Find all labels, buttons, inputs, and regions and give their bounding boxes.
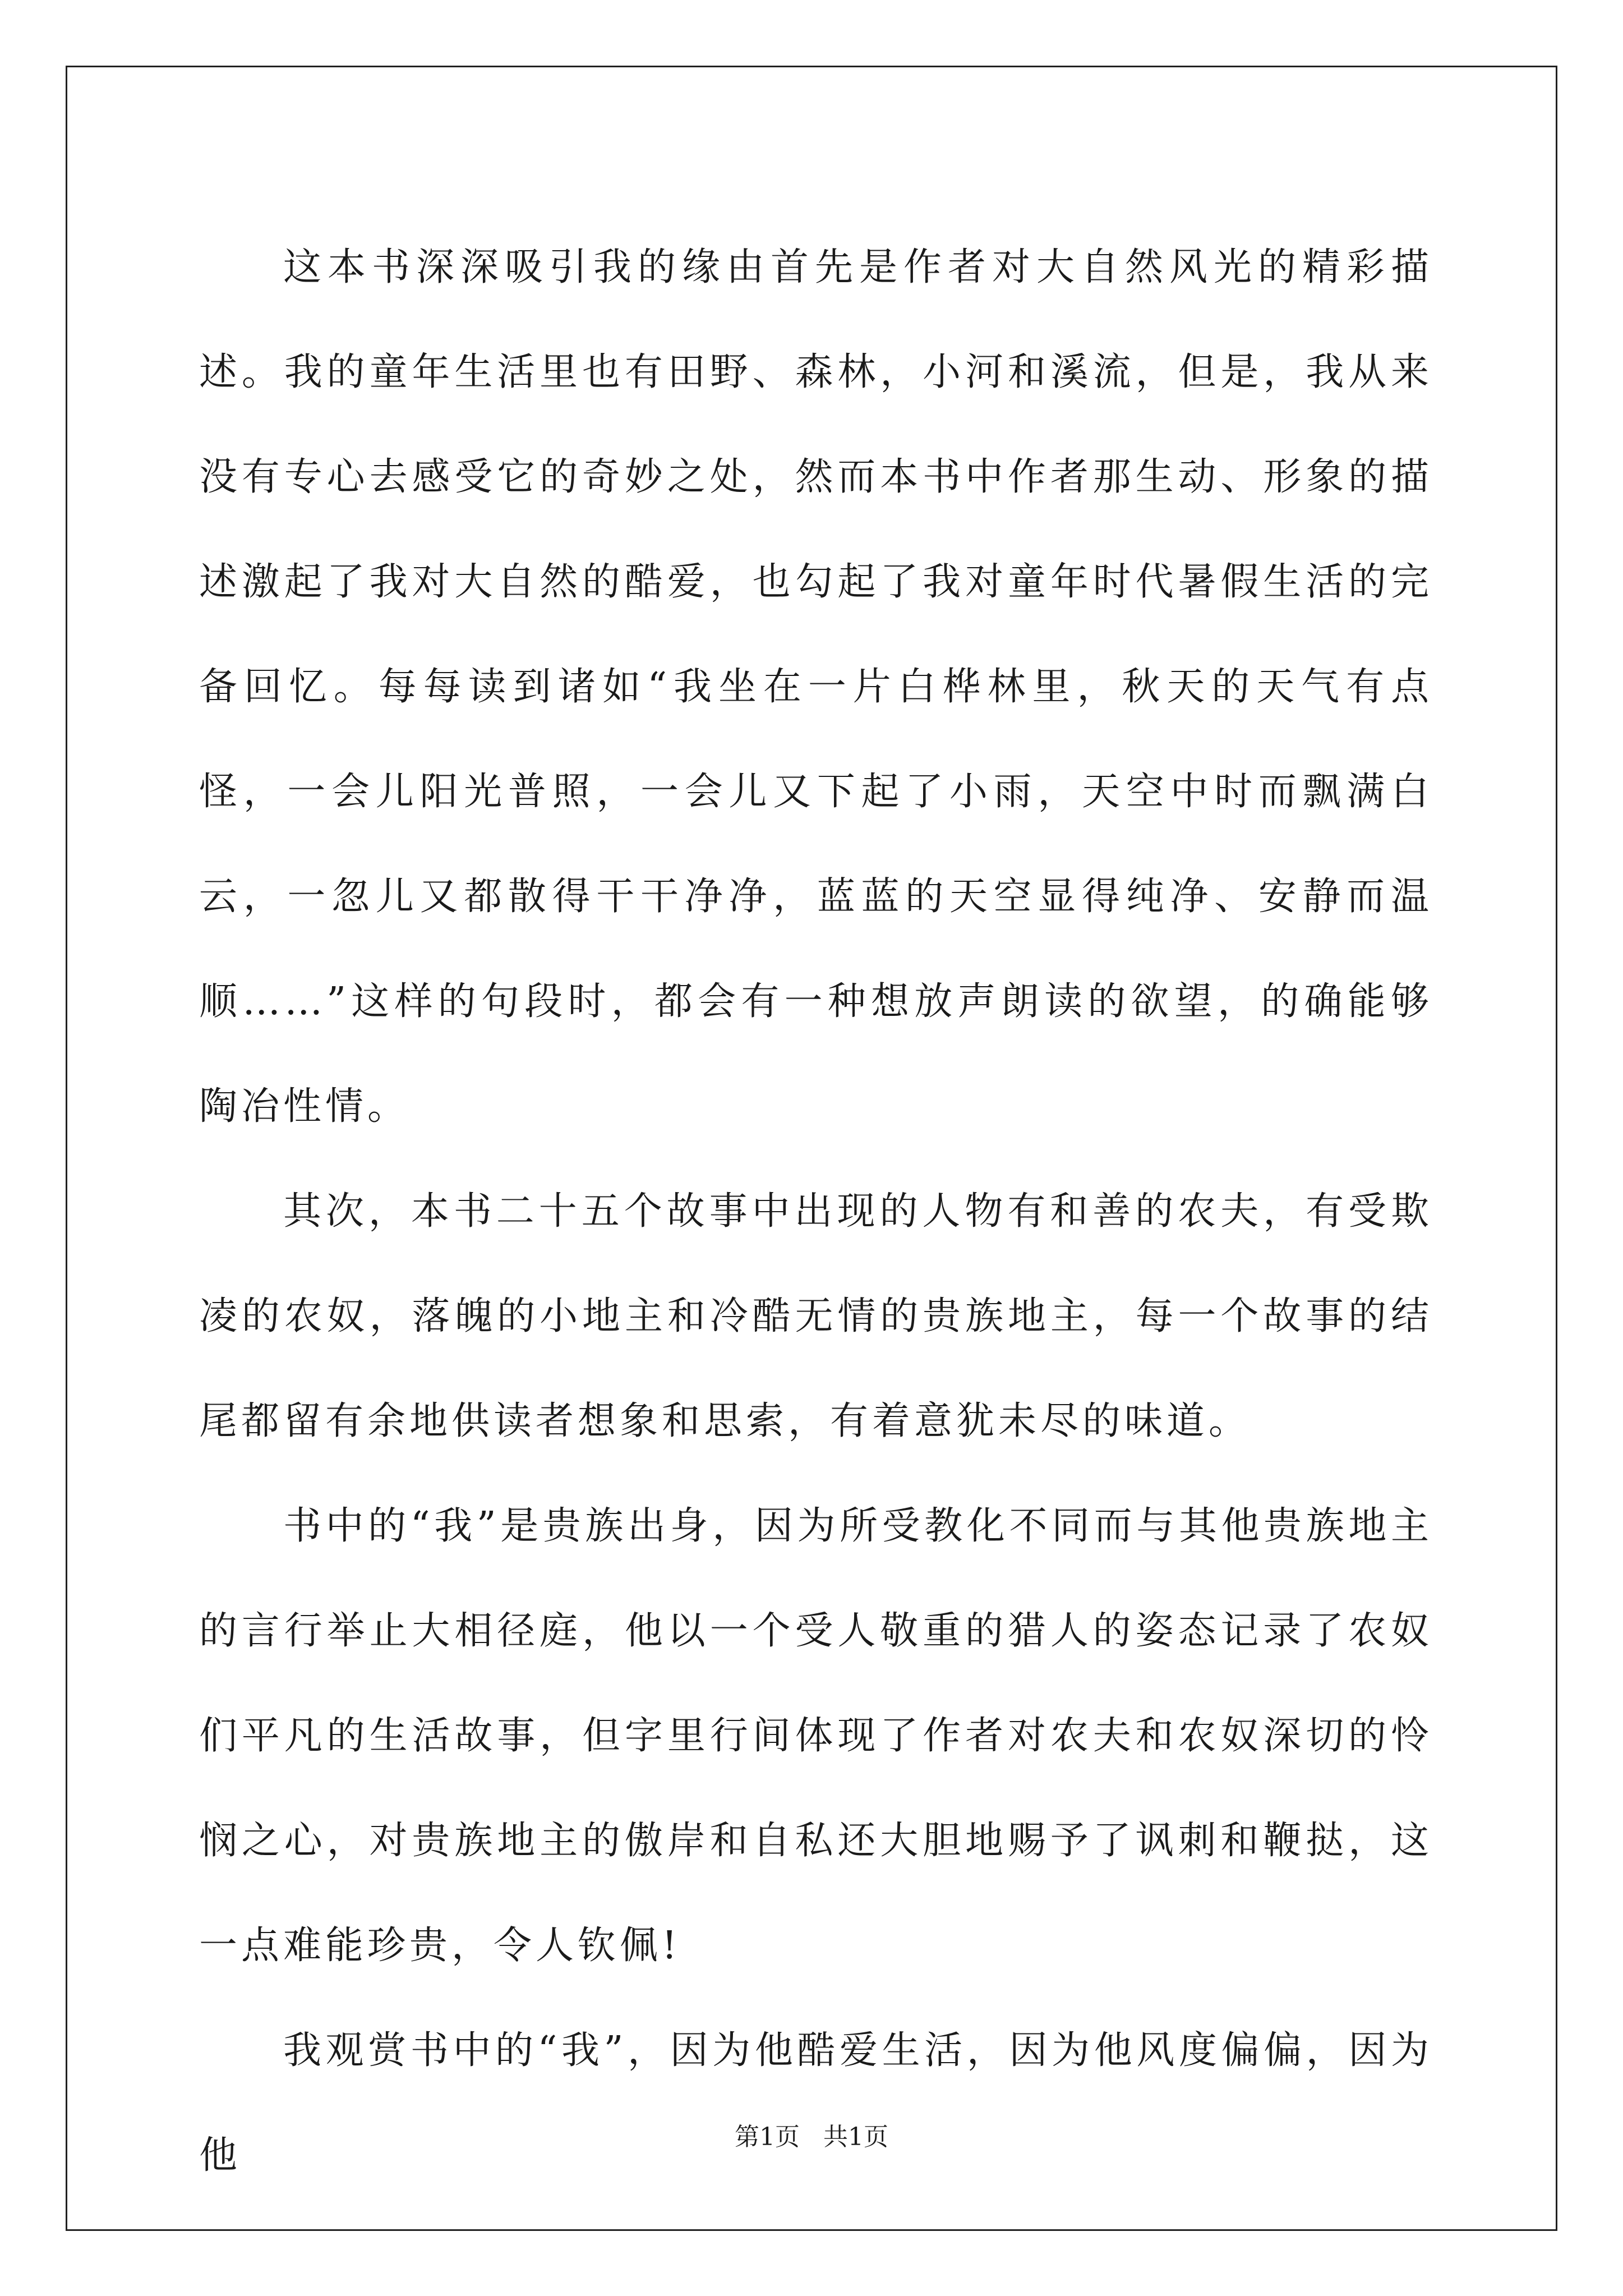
paragraph: 其次，本书二十五个故事中出现的人物有和善的农夫，有受欺凌的农奴，落魄的小地主和冷酷无情的贵族地主，每一个故事的结尾都留有余地供读者想象和思索，有着意犹未尽的味道。 — [199, 1189, 1433, 1443]
page-number-footer: 第1页 共1页 — [735, 2123, 888, 2151]
paragraph: 我观赏书中的“我”，因为他酷爱生活，因为他风度偏偏，因为他 — [199, 2028, 1433, 2178]
paragraph: 书中的“我”是贵族出身，因为所受教化不同而与其他贵族地主的言行举止大相径庭，他以一个受人敬重的猎人的姿态记录了农奴们平凡的生活故事，但字里行间体现了作者对农夫和农奴深切的怜悯之心，对贵族地主的傲岸和自私还大胆地赐予了讽刺和鞭挞，这一点难能珍贵，令人钦佩! — [199, 1504, 1433, 1968]
document-body — [199, 215, 1433, 2208]
paragraph: 这本书深深吸引我的缘由首先是作者对大自然风光的精彩描述。我的童年生活里也有田野、森林，小河和溪流，但是，我从来没有专心去感受它的奇妙之处，然而本书中作者那生动、形象的描述激起了我对大自然的酷爱，也勾起了我对童年时代暑假生活的完备回忆。每每读到诸如“我坐在一片白桦林里，秋天的天气有点怪，一会儿阳光普照，一会儿又下起了小雨，天空中时而飘满白云，一忽儿又都散得干干净净，蓝蓝的天空显得纯净、安静而温顺……”这样的句段时，都会有一种想放声朗读的欲望，的确能够陶冶性情。 — [199, 245, 1433, 1129]
